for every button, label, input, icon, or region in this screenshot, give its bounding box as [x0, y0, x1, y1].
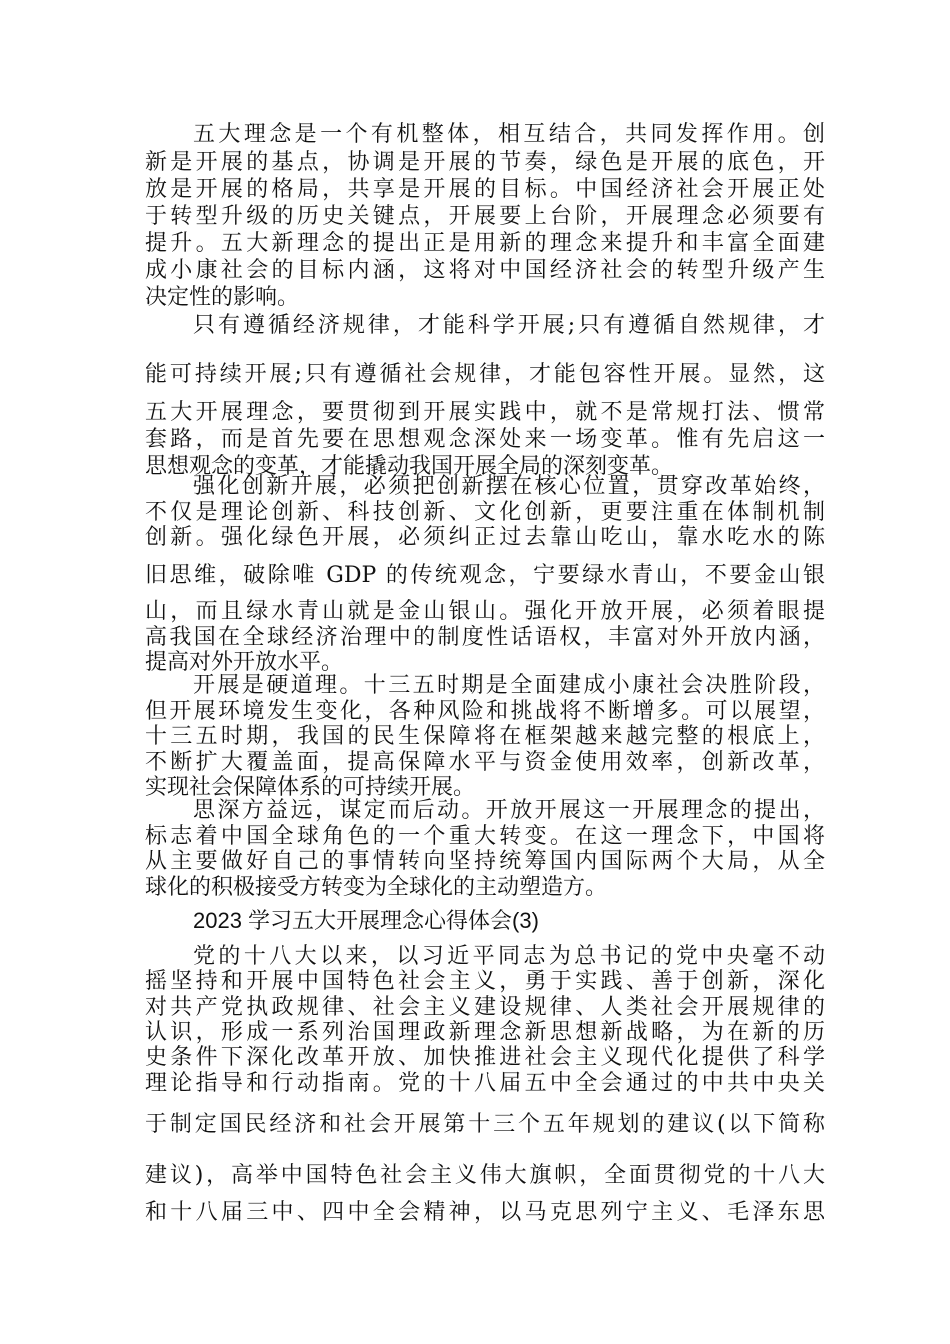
text-line: 但开展环境发生变化，各种风险和挑战将不断增多。可以展望，: [145, 699, 825, 724]
text-line: 提高对外开放水平。: [145, 650, 344, 675]
text-line: 建议)，高举中国特色社会主义伟大旗帜，全面贯彻党的十八大: [145, 1163, 825, 1188]
text-line: 理论指导和行动指南。党的十八届五中全会通过的中共中央关: [145, 1071, 825, 1096]
text-line: 球化的积极接受方转变为全球化的主动塑造方。: [145, 875, 608, 900]
text-line: 思深方益远，谋定而后动。开放开展这一开展理念的提出，: [193, 798, 825, 823]
text-line: 强化创新开展，必须把创新摆在核心位置，贯穿改革始终，: [193, 474, 825, 499]
text-line: 能可持续开展;只有遵循社会规律，才能包容性开展。显然，这: [145, 362, 825, 387]
text-line: 旧思维，破除唯 GDP 的传统观念，宁要绿水青山，不要金山银: [145, 563, 825, 588]
section-heading: 2023 学习五大开展理念心得体会(3): [193, 908, 539, 933]
text-line: 山，而且绿水青山就是金山银山。强化开放开展，必须着眼提: [145, 599, 825, 624]
text-line: 思想观念的变革，才能撬动我国开展全局的深刻变革。: [145, 454, 674, 479]
text-line: 和十八届三中、四中全会精神，以马克思列宁主义、毛泽东思: [145, 1200, 825, 1225]
text-line: 认识，形成一系列治国理政新理念新思想新战略，为在新的历: [145, 1020, 825, 1045]
text-line: 开展是硬道理。十三五时期是全面建成小康社会决胜阶段，: [193, 673, 825, 698]
text-line: 于转型升级的历史关键点，开展要上台阶，开展理念必须要有: [145, 204, 825, 229]
text-line: 五大开展理念，要贯彻到开展实践中，就不是常规打法、惯常: [145, 400, 825, 425]
text-line: 成小康社会的目标内涵，这将对中国经济社会的转型升级产生: [145, 258, 825, 283]
text-line: 党的十八大以来，以习近平同志为总书记的党中央毫不动: [193, 944, 825, 969]
text-line: 决定性的影响。: [145, 285, 300, 310]
text-line: 提升。五大新理念的提出正是用新的理念来提升和丰富全面建: [145, 231, 825, 256]
text-line: 十三五时期，我国的民生保障将在框架越来越完整的根底上，: [145, 724, 825, 749]
text-line: 标志着中国全球角色的一个重大转变。在这一理念下，中国将: [145, 824, 825, 849]
text-line: 新是开展的基点，协调是开展的节奏，绿色是开展的底色，开: [145, 150, 825, 175]
text-line: 从主要做好自己的事情转向坚持统筹国内国际两个大局，从全: [145, 849, 825, 874]
text-line: 摇坚持和开展中国特色社会主义，勇于实践、善于创新，深化: [145, 969, 825, 994]
text-line: 五大理念是一个有机整体，相互结合，共同发挥作用。创: [193, 122, 825, 147]
text-line: 不仅是理论创新、科技创新、文化创新，更要注重在体制机制: [145, 500, 825, 525]
text-line: 高我国在全球经济治理中的制度性话语权，丰富对外开放内涵，: [145, 625, 825, 650]
text-line: 不断扩大覆盖面，提高保障水平与资金使用效率，创新改革，: [145, 750, 825, 775]
text-line: 套路，而是首先要在思想观念深处来一场变革。惟有先启这一: [145, 427, 825, 452]
text-line: 于制定国民经济和社会开展第十三个五年规划的建议(以下简称: [145, 1112, 825, 1137]
text-line: 史条件下深化改革开放、加快推进社会主义现代化提供了科学: [145, 1045, 825, 1070]
text-line: 实现社会保障体系的可持续开展。: [145, 775, 476, 800]
text-line: 只有遵循经济规律，才能科学开展;只有遵循自然规律，才: [193, 313, 825, 338]
text-line: 创新。强化绿色开展，必须纠正过去靠山吃山，靠水吃水的陈: [145, 525, 825, 550]
text-line: 放是开展的格局，共享是开展的目标。中国经济社会开展正处: [145, 177, 825, 202]
text-line: 对共产党执政规律、社会主义建设规律、人类社会开展规律的: [145, 995, 825, 1020]
